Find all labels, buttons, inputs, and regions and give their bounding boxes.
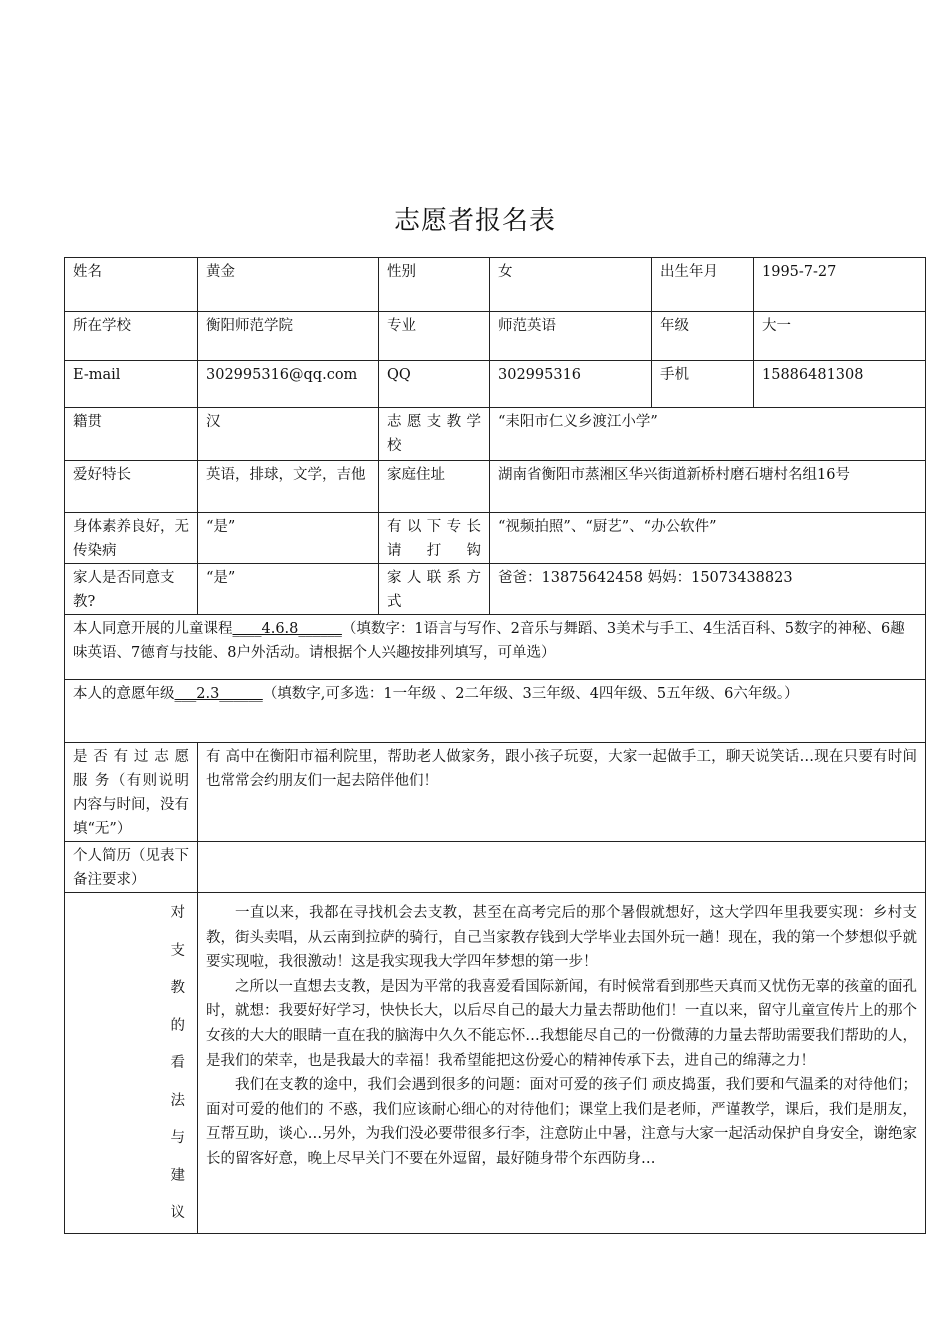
qq-label: QQ [379, 361, 490, 408]
target-school-value[interactable]: “耒阳市仁义乡渡江小学” [490, 408, 926, 461]
table-row [65, 461, 926, 513]
volunteer-value[interactable]: 有 高中在衡阳市福利院里，帮助老人做家务，跟小孩子玩耍，大家一起做手工，聊天说笑话…现在只要有时间也常常会约朋友们一起去陪伴他们！ [198, 743, 926, 842]
essay-paragraph: 我们在支教的途中，我们会遇到很多的问题：面对可爱的孩子们 顽皮捣蛋，我们要和气温柔的对待他们；面对可爱的他们的 不惑，我们应该耐心细心的对待他们；课堂上我们是老师，严谨教学，课后，我们是朋友，互帮互助，谈心…另外，为我们没必要带很多行李，注意防止中暑，注意与大家一起活动保护自身安全，谢绝家长的留客好意，晚上尽早关门不要在外逗留，最好随身带个东西防身… [206, 1077, 917, 1167]
family-contact-label: 家 人 联 系 方 式 [379, 564, 490, 615]
grade-wish-value[interactable]: ___2.3______ [174, 686, 263, 702]
address-value[interactable]: 湖南省衡阳市蒸湘区华兴街道新桥村磨石塘村名组16号 [490, 461, 926, 513]
grade-label: 年级 [652, 312, 754, 361]
native-value[interactable]: 汉 [198, 408, 379, 461]
grade-wish-prefix: 本人的意愿年级 [73, 686, 175, 702]
address-label: 家庭住址 [379, 461, 490, 513]
hobby-value[interactable]: 英语，排球，文学，吉他 [198, 461, 379, 513]
table-row [65, 842, 926, 893]
course-value[interactable]: ____4.6.8______ [232, 621, 342, 637]
health-label: 身体素养良好，无传染病 [65, 513, 198, 564]
table-row [65, 258, 926, 312]
skill-label: 有 以 下 专 长 请打钩 [379, 513, 490, 564]
skill-value[interactable]: “视频拍照”、“厨艺”、“办公软件” [490, 513, 926, 564]
qq-value[interactable]: 302995316 [490, 361, 652, 408]
table-row [65, 361, 926, 408]
gender-label: 性别 [379, 258, 490, 312]
opinion-essay[interactable] [198, 893, 926, 1234]
school-value[interactable]: 衡阳师范学院 [198, 312, 379, 361]
table-row [65, 615, 926, 680]
essay-paragraph: 之所以一直想去支教，是因为平常的我喜爱看国际新闻，有时候常看到那些天真而又忧伤无辜的孩童的面孔时，就想：我要好好学习，快快长大，以后尽自己的最大力量去帮助他们！一直以来，留守儿童宣传片上的那个女孩的大大的眼睛一直在我的脑海中久久不能忘怀…我想能尽自己的一份微薄的力量去帮助需要我们帮助的人，是我们的荣幸，也是我最大的幸福！我希望能把这份爱心的精神传承下去，进自己的绵薄之力！ [206, 978, 917, 1069]
major-label: 专业 [379, 312, 490, 361]
essay-paragraph: 一直以来，我都在寻找机会去支教，甚至在高考完后的那个暑假就想好，这大学四年里我要实现：乡村支教，街头卖唱，从云南到拉萨的骑行，自己当家教存钱到大学毕业去国外玩一趟！现在，我的第一个梦想似乎就要实现啦，我很激动！这是我实现我大学四年梦想的第一步！ [206, 905, 917, 971]
table-row [65, 312, 926, 361]
grade-value[interactable]: 大一 [754, 312, 926, 361]
registration-form-table [64, 257, 926, 1234]
resume-label: 个人简历（见表下备注要求） [65, 842, 198, 893]
table-row [65, 893, 926, 1234]
page-title: 志愿者报名表 [393, 206, 556, 236]
course-suffix: （填数字：1语言与写作、2音乐与舞蹈、3美术与手工、4生活百科、5数字的神秘、6趣味英语、7德育与技能、8户外活动。请根据个人兴趣按排列填写，可单选） [73, 621, 905, 661]
health-value[interactable]: “是” [198, 513, 379, 564]
birth-value[interactable]: 1995-7-27 [754, 258, 926, 312]
family-consent-label: 家人是否同意支教? [65, 564, 198, 615]
name-label: 姓名 [65, 258, 198, 312]
birth-label: 出生年月 [652, 258, 754, 312]
family-contact-value[interactable]: 爸爸：13875642458 妈妈：15073438823 [490, 564, 926, 615]
table-row [65, 743, 926, 842]
name-value[interactable]: 黄金 [198, 258, 379, 312]
table-row [65, 513, 926, 564]
course-prefix: 本人同意开展的儿童课程 [73, 621, 233, 637]
email-label: E-mail [65, 361, 198, 408]
volunteer-label: 是 否 有 过 志 愿 服 务（有则说明内容与时间，没有填“无”） [65, 743, 198, 842]
grade-wish-suffix: （填数字,可多选：1一年级 、2二年级、3三年级、4四年级、5五年级、6六年级。） [262, 686, 799, 702]
table-row [65, 680, 926, 743]
phone-label: 手机 [652, 361, 754, 408]
major-value[interactable]: 师范英语 [490, 312, 652, 361]
email-value[interactable]: 302995316@qq.com [198, 361, 379, 408]
grade-preference-cell [65, 680, 926, 743]
resume-value[interactable] [198, 842, 926, 893]
course-preference-cell [65, 615, 926, 680]
phone-value[interactable]: 15886481308 [754, 361, 926, 408]
school-label: 所在学校 [65, 312, 198, 361]
family-consent-value[interactable]: “是” [198, 564, 379, 615]
gender-value[interactable]: 女 [490, 258, 652, 312]
target-school-label: 志 愿 支 教 学 校 [379, 408, 490, 461]
native-label: 籍贯 [65, 408, 198, 461]
table-row [65, 408, 926, 461]
table-row [65, 564, 926, 615]
opinion-label: 对 支 教 的 看 法 与 建 议 [65, 893, 198, 1234]
hobby-label: 爱好特长 [65, 461, 198, 513]
